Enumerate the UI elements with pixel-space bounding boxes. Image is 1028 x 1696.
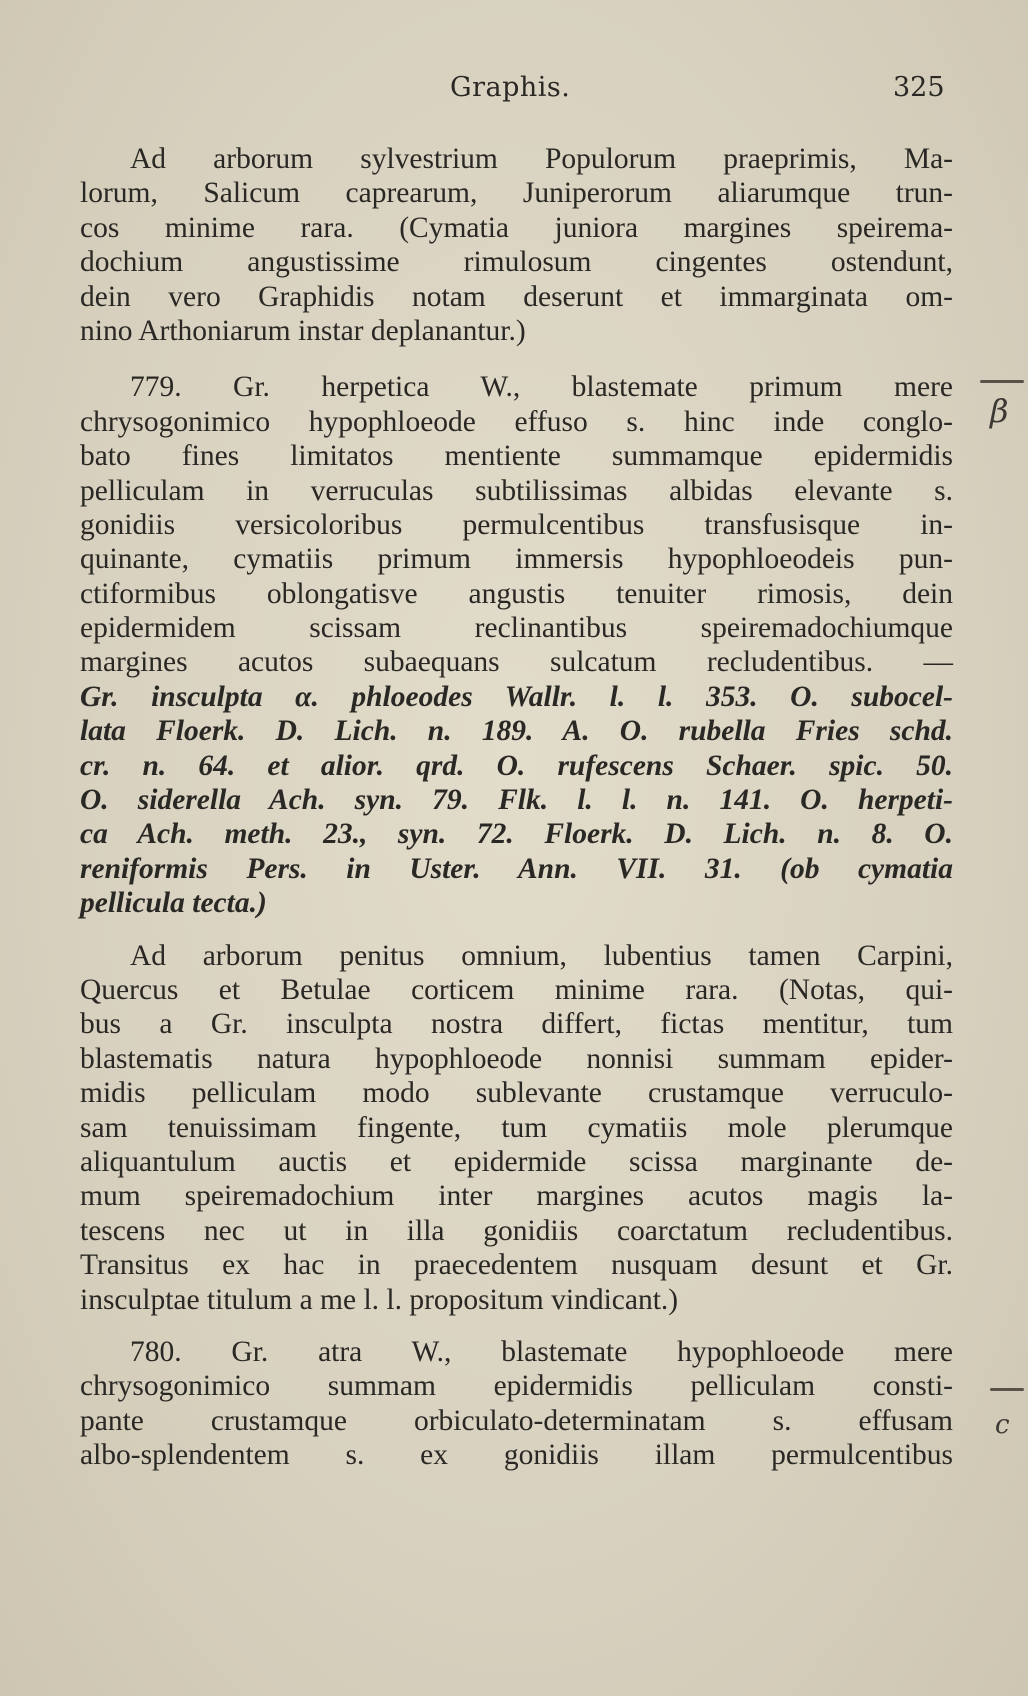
text-line: ctiformibus oblongatisve angustis tenuiter rimosis, dein	[80, 577, 953, 610]
text-line: cos minime rara. (Cymatia juniora margines speirema-	[80, 211, 953, 244]
entry-780-heading: 780. Gr. atra W., blastemate hypophloeode mere	[130, 1335, 953, 1368]
text-line: Quercus et Betulae corticem minime rara. (Notas, qui-	[80, 973, 953, 1006]
text-line: albo-splendentem s. ex gonidiis illam permulcentibus	[80, 1439, 953, 1472]
synonym-line: cr. n. 64. et alior. qrd. O. rufescens Schaer. spic. 50.	[80, 749, 953, 782]
text-line: Ad arborum penitus omnium, lubentius tamen Carpini,	[130, 939, 953, 972]
text-line: dochium angustissime rimulosum cingentes ostendunt,	[80, 246, 953, 279]
text-line: quinante, cymatiis primum immersis hypophloeodeis pun-	[80, 543, 953, 576]
synonym-line: pellicula tecta.)	[80, 887, 267, 920]
text-line: nino Arthoniarum instar deplanantur.)	[80, 314, 526, 347]
text-line: lorum, Salicum caprearum, Juniperorum aliarumque trun-	[80, 177, 953, 210]
margin-note-beta: β	[990, 392, 1009, 430]
text-line: pante crustamque orbiculato-determinatam s. effusam	[80, 1404, 953, 1437]
page-header	[0, 72, 1028, 112]
text-line: dein vero Graphidis notam deserunt et immarginata om-	[80, 280, 953, 313]
text-line: insculptae titulum a me l. l. propositum vindicant.)	[80, 1283, 679, 1316]
entry-779-heading: 779. Gr. herpetica W., blastemate primum mere	[130, 371, 953, 404]
body-text	[80, 142, 953, 1472]
text-line: chrysogonimico hypophloeode effuso s. hinc inde conglo-	[80, 405, 953, 438]
text-line: tescens nec ut in illa gonidiis coarctatum recludentibus.	[80, 1214, 953, 1247]
synonym-line: O. siderella Ach. syn. 79. Flk. l. l. n. 141. O. herpeti-	[80, 784, 953, 817]
margin-note-c: c	[995, 1410, 1010, 1440]
synonym-line: reniformis Pers. in Uster. Ann. VII. 31. (ob cymatia	[80, 852, 953, 885]
text-line: blastematis natura hypophloeode nonnisi summam epider-	[80, 1042, 953, 1075]
text-line: margines acutos subaequans sulcatum recludentibus. —	[80, 646, 953, 679]
running-title: Graphis.	[450, 72, 571, 103]
text-line: Transitus ex hac in praecedentem nusquam desunt et Gr.	[80, 1249, 953, 1282]
text-line: bus a Gr. insculpta nostra differt, fictas mentitur, tum	[80, 1008, 953, 1041]
text-line: Ad arborum sylvestrium Populorum praeprimis, Ma-	[130, 143, 953, 175]
text-line: epidermidem scissam reclinantibus speiremadochiumque	[80, 612, 953, 645]
synonym-line: ca Ach. meth. 23., syn. 72. Floerk. D. Lich. n. 8. O.	[80, 818, 953, 851]
text-line: aliquantulum auctis et epidermide scissa marginante de-	[80, 1145, 953, 1178]
text-line: gonidiis versicoloribus permulcentibus transfusisque in-	[80, 508, 953, 541]
text-line: chrysogonimico summam epidermidis pelliculam consti-	[80, 1370, 953, 1403]
text-line: sam tenuissimam fingente, tum cymatiis mole plerumque	[80, 1111, 953, 1144]
synonym-line: lata Floerk. D. Lich. n. 189. A. O. rubella Fries schd.	[80, 715, 953, 748]
text-line: pelliculam in verruculas subtilissimas albidas elevante s.	[80, 474, 953, 507]
text-line: mum speiremadochium inter margines acutos magis la-	[80, 1180, 953, 1213]
margin-mark	[990, 1388, 1024, 1391]
margin-mark	[980, 380, 1024, 383]
text-line: midis pelliculam modo sublevante crustamque verruculo-	[80, 1077, 953, 1110]
synonym-line: Gr. insculpta α. phloeodes Wallr. l. l. 353. O. subocel-	[80, 680, 953, 713]
text-line: bato fines limitatos mentiente summamque epidermidis	[80, 440, 953, 473]
page-number: 325	[893, 72, 945, 103]
